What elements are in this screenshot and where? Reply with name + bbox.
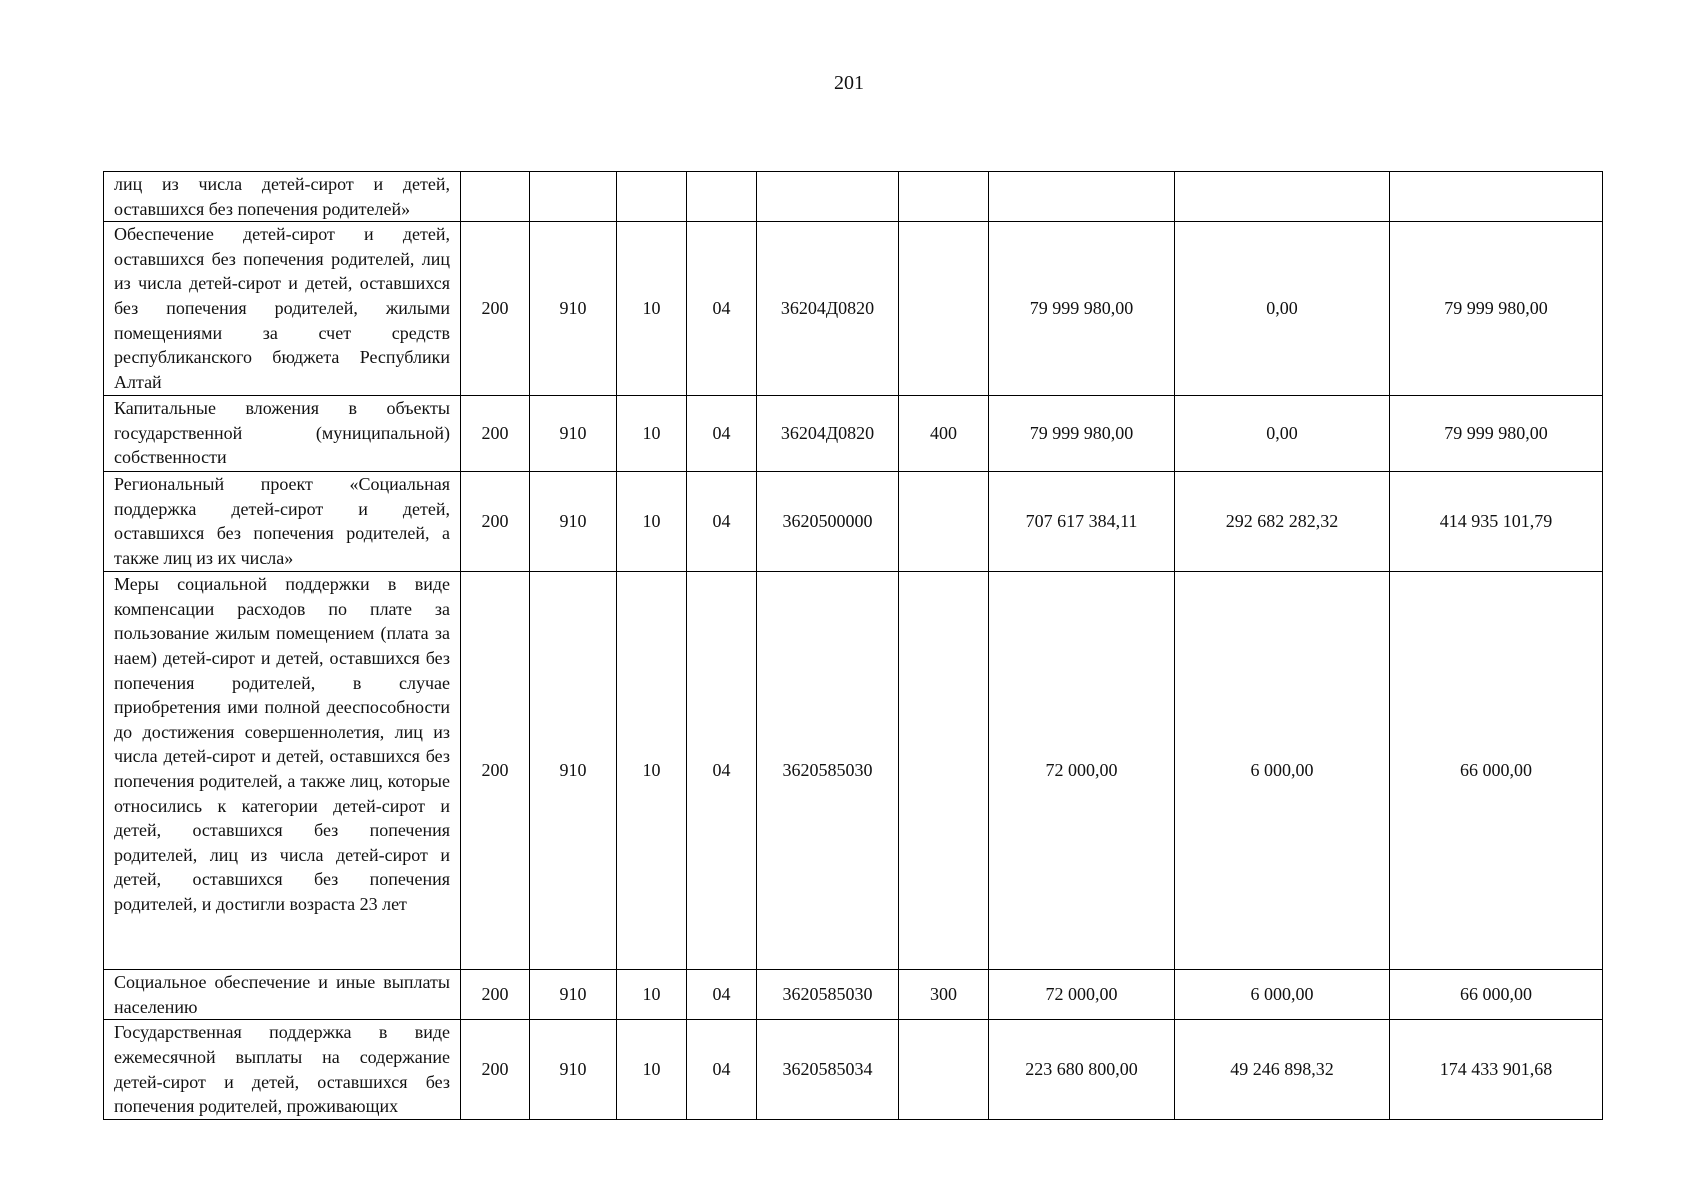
cell-expense-type [899, 572, 989, 970]
cell-amount-3: 79 999 980,00 [1390, 396, 1603, 472]
cell-code-4: 04 [687, 970, 757, 1020]
cell-code-1: 200 [461, 396, 530, 472]
table-row [104, 970, 1603, 1020]
cell-code-2: 910 [530, 472, 617, 572]
cell-amount-3: 174 433 901,68 [1390, 1020, 1603, 1120]
cell-code-4: 04 [687, 222, 757, 396]
row-description: Меры социальной поддержки в виде компенсации расходов по плате за пользование жилым помещением (плата за наем) детей-сирот и детей, оставшихся без попечения родителей, в случае приобретения ими полной дееспособности до достижения совершеннолетия, лиц из числа детей-сирот и детей, оставшихся без попечения родителей, а также лиц, которые относились к категории детей-сирот и детей, оставшихся без попечения родителей, лиц из числа детей-сирот и детей, оставшихся без попечения родителей, и достигли возраста 23 лет [104, 572, 461, 970]
cell-code-1: 200 [461, 222, 530, 396]
cell-target-code: 3620500000 [757, 472, 899, 572]
cell-code-2: 910 [530, 970, 617, 1020]
cell-code-1: 200 [461, 572, 530, 970]
cell-amount-2: 292 682 282,32 [1175, 472, 1390, 572]
cell-target-code: 36204Д0820 [757, 396, 899, 472]
row-description: Региональный проект «Социальная поддержка детей-сирот и детей, оставшихся без попечения родителей, а также лиц из их числа» [104, 472, 461, 572]
cell-code-4: 04 [687, 1020, 757, 1120]
cell-amount-2 [1175, 172, 1390, 222]
cell-amount-3 [1390, 172, 1603, 222]
cell-code-2: 910 [530, 396, 617, 472]
cell-code-3 [617, 172, 687, 222]
cell-target-code: 3620585030 [757, 970, 899, 1020]
cell-code-3: 10 [617, 396, 687, 472]
cell-target-code: 36204Д0820 [757, 222, 899, 396]
row-description: лиц из числа детей-сирот и детей, оставшихся без попечения родителей» [104, 172, 461, 222]
cell-code-1 [461, 172, 530, 222]
table-row [104, 572, 1603, 970]
cell-code-2: 910 [530, 572, 617, 970]
table-row [104, 222, 1603, 396]
cell-target-code: 3620585034 [757, 1020, 899, 1120]
cell-amount-1: 72 000,00 [989, 572, 1175, 970]
row-description: Социальное обеспечение и иные выплаты населению [104, 970, 461, 1020]
cell-amount-2: 0,00 [1175, 396, 1390, 472]
cell-code-3: 10 [617, 572, 687, 970]
cell-amount-2: 6 000,00 [1175, 572, 1390, 970]
cell-code-2: 910 [530, 222, 617, 396]
cell-amount-1: 79 999 980,00 [989, 222, 1175, 396]
cell-amount-3: 79 999 980,00 [1390, 222, 1603, 396]
cell-amount-1: 223 680 800,00 [989, 1020, 1175, 1120]
cell-expense-type [899, 1020, 989, 1120]
cell-expense-type [899, 222, 989, 396]
row-description: Государственная поддержка в виде ежемесячной выплаты на содержание детей-сирот и детей, оставшихся без попечения родителей, проживающих [104, 1020, 461, 1120]
cell-code-4: 04 [687, 572, 757, 970]
cell-target-code [757, 172, 899, 222]
cell-code-4: 04 [687, 396, 757, 472]
cell-amount-1: 79 999 980,00 [989, 396, 1175, 472]
cell-expense-type [899, 172, 989, 222]
cell-code-4: 04 [687, 472, 757, 572]
cell-code-1: 200 [461, 472, 530, 572]
cell-code-3: 10 [617, 970, 687, 1020]
cell-code-2 [530, 172, 617, 222]
table-row [104, 396, 1603, 472]
cell-code-3: 10 [617, 222, 687, 396]
cell-expense-type: 300 [899, 970, 989, 1020]
cell-amount-2: 49 246 898,32 [1175, 1020, 1390, 1120]
cell-amount-3: 66 000,00 [1390, 970, 1603, 1020]
table-row [104, 472, 1603, 572]
table-row [104, 1020, 1603, 1120]
table-row [104, 172, 1603, 222]
row-description: Обеспечение детей-сирот и детей, оставшихся без попечения родителей, лиц из числа детей-сирот и детей, оставшихся без попечения родителей, жилыми помещениями за счет средств республиканского бюджета Республики Алтай [104, 222, 461, 396]
cell-code-2: 910 [530, 1020, 617, 1120]
cell-amount-2: 6 000,00 [1175, 970, 1390, 1020]
cell-code-3: 10 [617, 1020, 687, 1120]
page-number: 201 [834, 72, 864, 94]
budget-table [103, 171, 1603, 1120]
cell-amount-1: 707 617 384,11 [989, 472, 1175, 572]
cell-amount-3: 66 000,00 [1390, 572, 1603, 970]
cell-amount-1 [989, 172, 1175, 222]
cell-code-1: 200 [461, 1020, 530, 1120]
row-description: Капитальные вложения в объекты государственной (муниципальной) собственности [104, 396, 461, 472]
cell-target-code: 3620585030 [757, 572, 899, 970]
cell-amount-3: 414 935 101,79 [1390, 472, 1603, 572]
cell-expense-type: 400 [899, 396, 989, 472]
cell-code-1: 200 [461, 970, 530, 1020]
cell-expense-type [899, 472, 989, 572]
cell-amount-1: 72 000,00 [989, 970, 1175, 1020]
cell-code-3: 10 [617, 472, 687, 572]
cell-amount-2: 0,00 [1175, 222, 1390, 396]
cell-code-4 [687, 172, 757, 222]
